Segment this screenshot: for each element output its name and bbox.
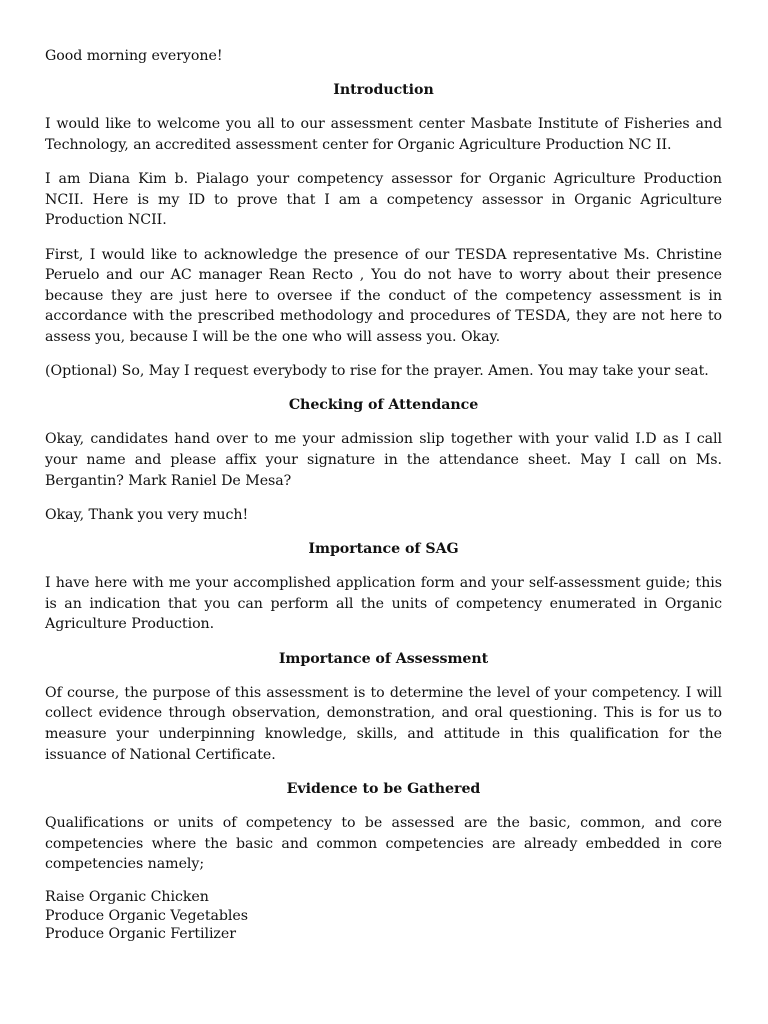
assessment-paragraph-1: Of course, the purpose of this assessment is to determine the level of your competency. I will collect evidence through observation, demonstration, and oral questioning. This is for us to measure your underpinning knowledge, skills, and attitude in this qualification for the issuance of National Certificate. <box>45 684 722 763</box>
heading-evidence-to-be-gathered: Evidence to be Gathered <box>286 780 481 797</box>
list-item: Produce Organic Fertilizer <box>45 926 236 943</box>
evidence-paragraph-1: Qualifications or units of competency to be assessed are the basic, common, and core competencies where the basic and common competencies are already embedded in core competencies namely; <box>45 814 722 873</box>
heading-importance-of-assessment: Importance of Assessment <box>278 650 489 667</box>
intro-paragraph-1: I would like to welcome you all to our assessment center Masbate Institute of Fisheries and Technology, an accredited assessment center for Organic Agriculture Production NC II. <box>45 116 722 153</box>
intro-paragraph-2: I am Diana Kim b. Pialago your competency assessor for Organic Agriculture Production NCII. Here is my ID to prove that I am a competency assessor in Organic Agriculture Production NCII. <box>45 171 722 229</box>
intro-paragraph-3: First, I would like to acknowledge the presence of our TESDA representative Ms. Christine Peruelo and our AC manager Rean Recto , You do not have to worry about their presence because they are just here to oversee if the conduct of the competency assessment is in accordance with the prescribed methodology and procedures of TESDA, they are not here to assess you, because I will be the one who will assess you. Okay. <box>45 246 722 345</box>
intro-paragraph-4: (Optional) So, May I request everybody to rise for the prayer. Amen. You may take your seat. <box>45 363 709 380</box>
attendance-paragraph-2: Okay, Thank you very much! <box>45 506 249 523</box>
document-page <box>45 46 722 944</box>
list-item: Produce Organic Vegetables <box>45 907 248 924</box>
list-item: Raise Organic Chicken <box>45 889 209 906</box>
heading-checking-of-attendance: Checking of Attendance <box>288 397 479 414</box>
heading-introduction: Introduction <box>333 82 434 99</box>
attendance-paragraph-1: Okay, candidates hand over to me your admission slip together with your valid I.D as I call your name and please affix your signature in the attendance sheet. May I call on Ms. Bergantin? Mark Raniel De Mesa? <box>45 431 722 489</box>
sag-paragraph-1: I have here with me your accomplished application form and your self-assessment guide; this is an indication that you can perform all the units of competency enumerated in Organic Agriculture Production. <box>45 575 722 633</box>
greeting: Good morning everyone! <box>45 48 223 64</box>
competency-list <box>45 888 722 943</box>
heading-importance-of-sag: Importance of SAG <box>308 541 459 558</box>
